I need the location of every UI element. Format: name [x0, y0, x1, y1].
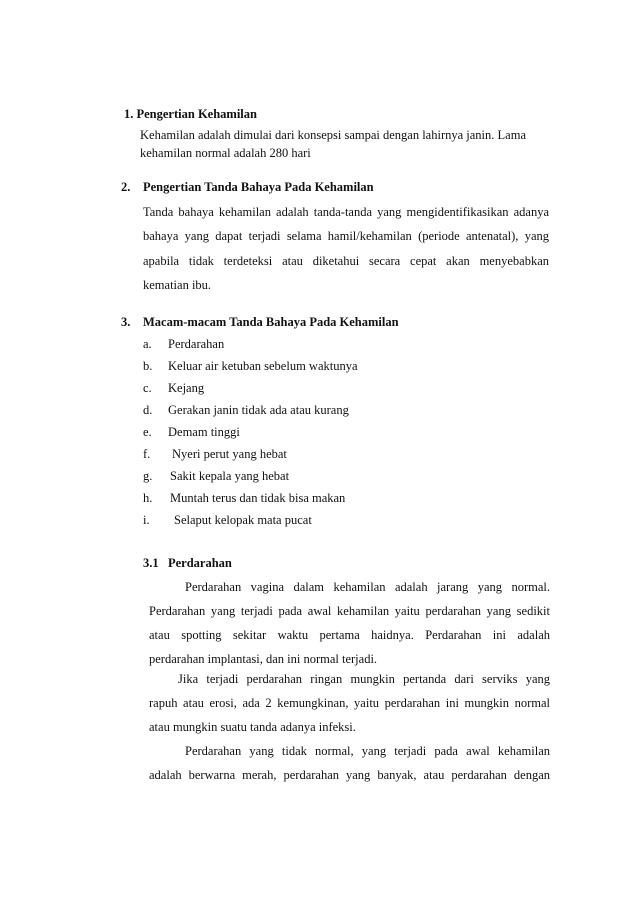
- list-item-text: Kejang: [168, 381, 205, 395]
- subsection-3-1-title: Perdarahan: [168, 556, 232, 570]
- section-1-line-1: Kehamilan adalah dimulai dari konsepsi sampai dengan lahirnya janin. Lama: [140, 128, 526, 142]
- list-item-text: Selaput kelopak mata pucat: [174, 513, 312, 527]
- section-3-title: Macam-macam Tanda Bahaya Pada Kehamilan: [143, 315, 399, 329]
- list-item-text: Keluar air ketuban sebelum waktunya: [168, 359, 358, 373]
- paragraph-line: rapuh atau erosi, ada 2 kemungkinan, yaitu perdarahan ini mungkin normal: [149, 696, 550, 710]
- list-item-letter: e.: [143, 425, 152, 439]
- paragraph-line: Perdarahan yang tidak normal, yang terjadi pada awal kehamilan: [185, 744, 550, 758]
- subsection-3-1-number: 3.1: [143, 556, 159, 570]
- paragraph-line: atau spotting sekitar waktu pertama haidnya. Perdarahan ini adalah: [149, 628, 550, 642]
- list-item-letter: a.: [143, 337, 152, 351]
- list-item-letter: i.: [143, 513, 150, 527]
- paragraph-line: Jika terjadi perdarahan ringan mungkin pertanda dari serviks yang: [178, 672, 550, 686]
- paragraph-line: Perdarahan yang terjadi pada awal kehamilan yaitu perdarahan yang sedikit: [149, 604, 550, 618]
- list-item-text: Nyeri perut yang hebat: [172, 447, 287, 461]
- list-item-letter: f.: [143, 447, 151, 461]
- list-item-text: Muntah terus dan tidak bisa makan: [170, 491, 346, 505]
- list-item-letter: b.: [143, 359, 153, 373]
- list-item-text: Demam tinggi: [168, 425, 240, 439]
- section-1-line-2: kehamilan normal adalah 280 hari: [140, 146, 311, 160]
- list-item-letter: c.: [143, 381, 152, 395]
- section-2-line-1: Tanda bahaya kehamilan adalah tanda-tanda yang mengidentifikasikan adanya: [143, 205, 549, 219]
- section-2-line-3: apabila tidak terdeteksi atau diketahui secara cepat akan menyebabkan: [143, 254, 549, 268]
- paragraph-line: atau mungkin suatu tanda adanya infeksi.: [149, 720, 356, 734]
- section-1-heading: [124, 107, 257, 122]
- list-item-letter: h.: [143, 491, 153, 505]
- section-1-number: 1.: [124, 107, 134, 121]
- section-2-line-2: bahaya yang dapat terjadi selama hamil/kehamilan (periode antenatal), yang: [143, 229, 549, 243]
- list-item-text: Gerakan janin tidak ada atau kurang: [168, 403, 349, 417]
- section-3-number: 3.: [121, 315, 131, 329]
- section-1-title: Pengertian Kehamilan: [136, 107, 257, 121]
- list-item-letter: g.: [143, 469, 153, 483]
- list-item-letter: d.: [143, 403, 153, 417]
- section-2-line-4: kematian ibu.: [143, 278, 212, 292]
- section-2-number: 2.: [121, 180, 131, 194]
- list-item-text: Sakit kepala yang hebat: [170, 469, 290, 483]
- paragraph-line: adalah berwarna merah, perdarahan yang banyak, atau perdarahan dengan: [149, 768, 550, 782]
- paragraph-line: Perdarahan vagina dalam kehamilan adalah jarang yang normal.: [185, 580, 550, 594]
- section-2-title: Pengertian Tanda Bahaya Pada Kehamilan: [143, 180, 374, 194]
- paragraph-line: perdarahan implantasi, dan ini normal terjadi.: [149, 652, 378, 666]
- list-item-text: Perdarahan: [168, 337, 225, 351]
